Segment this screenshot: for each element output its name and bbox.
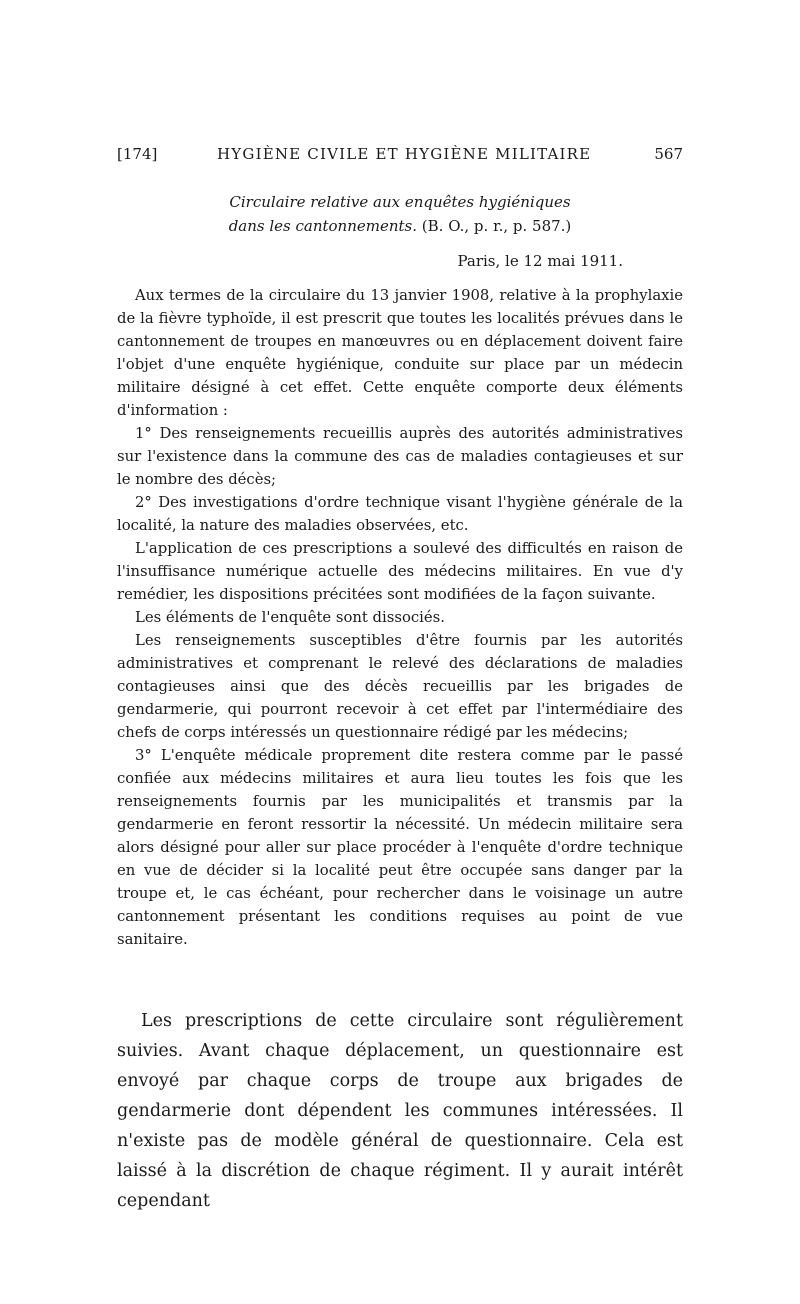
circular-title — [117, 190, 683, 238]
page-number: 567 — [654, 145, 683, 163]
paragraph: 2° Des investigations d'ordre technique visant l'hygiène générale de la localité, la nature des maladies observées, etc. — [117, 494, 683, 534]
paragraph: 1° Des renseignements recueillis auprès des autorités administratives sur l'existence dans la commune des cas de maladies contagieuses et sur le nombre des décès; — [117, 425, 683, 488]
commentary-body — [117, 1006, 683, 1216]
circular-body — [117, 284, 683, 951]
running-header — [117, 145, 683, 171]
circular-date: Paris, le 12 mai 1911. — [457, 252, 623, 270]
paragraph: L'application de ces prescriptions a soulevé des difficultés en raison de l'insuffisance numérique actuelle des médecins militaires. En vue d'y remédier, les dispositions précitées sont modifiées de la façon suivante. — [117, 540, 683, 603]
paragraph: Les éléments de l'enquête sont dissociés. — [135, 609, 445, 626]
commentary-paragraph: Les prescriptions de cette circulaire sont régulièrement suivies. Avant chaque déplacement, un questionnaire est envoyé par chaque corps de troupe aux brigades de gendarmerie dont dépendent les communes intéressées. Il n'existe pas de modèle général de questionnaire. Cela est laissé à la discrétion de chaque régiment. Il y aurait intérêt cependant — [117, 1011, 683, 1211]
running-title: HYGIÈNE CIVILE ET HYGIÈNE MILITAIRE — [217, 145, 592, 163]
circular-title-line-2 — [117, 214, 683, 238]
circular-title-reference: (B. O., p. r., p. 587.) — [421, 217, 572, 235]
paragraph: Aux termes de la circulaire du 13 janvier 1908, relative à la prophylaxie de la fièvre typhoïde, il est prescrit que toutes les localités prévues dans le cantonnement de troupes en manœuvres ou en déplacement doivent faire l'objet d'une enquête hygiénique, conduite sur place par un médecin militaire désigné à cet effet. Cette enquête comporte deux éléments d'information : — [117, 287, 683, 419]
circular-title-italic-2: dans les cantonnements. — [228, 217, 418, 235]
page-reference: [174] — [117, 145, 158, 163]
circular-title-line-1: Circulaire relative aux enquêtes hygiéniques — [229, 193, 571, 211]
paragraph: Les renseignements susceptibles d'être fournis par les autorités administratives et comprenant le relevé des déclarations de maladies contagieuses ainsi que des décès recueillis par les brigades de gendarmerie, qui pourront recevoir à cet effet par l'intermédiaire des chefs de corps intéressés un questionnaire rédigé par les médecins; — [117, 632, 683, 741]
paragraph: 3° L'enquête médicale proprement dite restera comme par le passé confiée aux médecins militaires et aura lieu toutes les fois que les renseignements fournis par les municipalités et transmis par la gendarmerie en feront ressortir la nécessité. Un médecin militaire sera alors désigné pour aller sur place procéder à l'enquête d'ordre technique en vue de décider si la localité peut être occupée sans danger par la troupe et, le cas échéant, pour rechercher dans le voisinage un autre cantonnement présentant les conditions requises au point de vue sanitaire. — [117, 747, 683, 948]
